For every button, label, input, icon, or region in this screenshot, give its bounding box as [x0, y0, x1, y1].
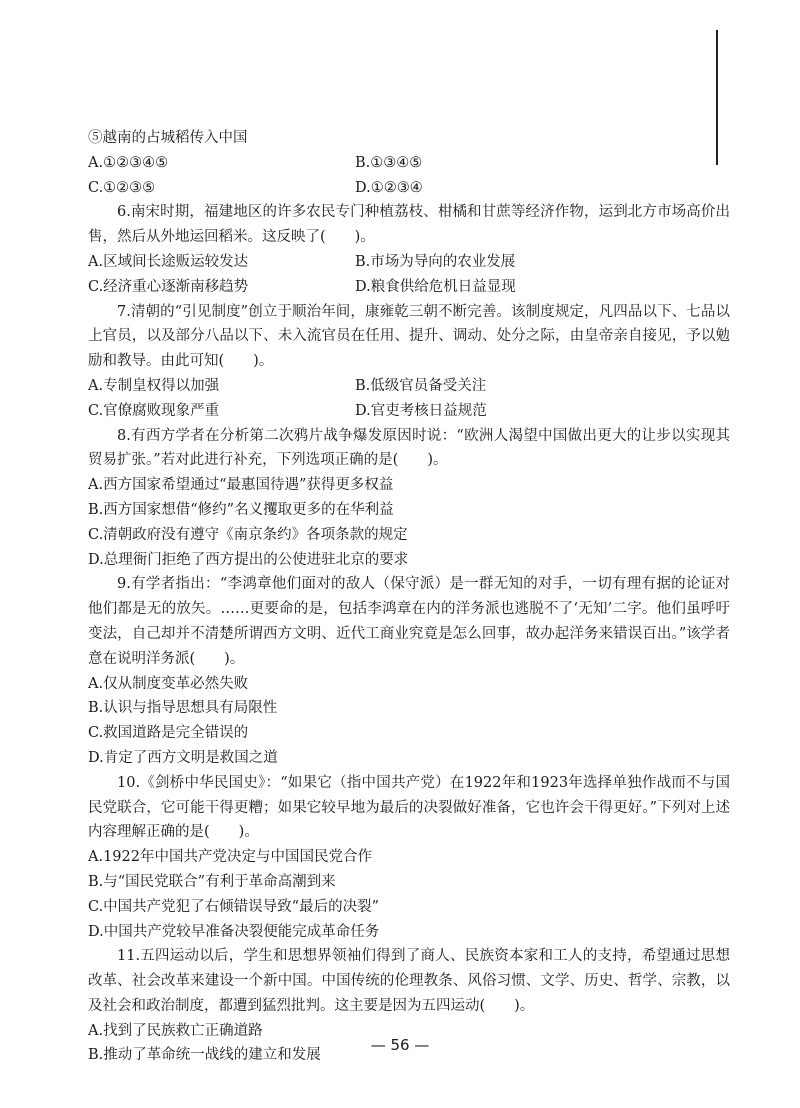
option: A.西方国家希望通过“最惠国待遇”获得更多权益	[88, 477, 394, 494]
option: B.市场为导向的农业发展	[355, 253, 516, 270]
option: C.清朝政府没有遵守《南京条约》各项条款的规定	[88, 526, 408, 543]
option: B.认识与指导思想具有局限性	[88, 700, 278, 717]
question-stem: 8.有西方学者在分析第二次鸦片战争爆发原因时说：“欧洲人渴望中国做出更大的让步以实现其贸易扩张。”若对此进行补充，下列选项正确的是( )。	[88, 427, 730, 469]
option: C.救国道路是完全错误的	[88, 725, 249, 742]
question-stem: 11.五四运动以后，学生和思想界领袖们得到了商人、民族资本家和工人的支持，希望通过思想改革、社会改革来建设一个新中国。中国传统的伦理教条、风俗习惯、文学、历史、哲学、宗教，以及社会和政治制度，都遭到猛烈批判。这主要是因为五四运动( )。	[88, 948, 730, 1014]
option: A.仅从制度变革必然失败	[88, 675, 249, 692]
option: A.①②③④⑤	[88, 154, 169, 171]
question-stem: 6.南宋时期，福建地区的许多农民专门种植荔枝、柑橘和甘蔗等经济作物，运到北方市场高价出售，然后从外地运回稻米。这反映了( )。	[88, 204, 730, 246]
option: C.中国共产党犯了右倾错误导致“最后的决裂”	[88, 898, 380, 915]
option: D.总理衙门拒绝了西方提出的公使进驻北京的要求	[88, 551, 409, 568]
option: B.与“国民党联合”有利于革命高潮到来	[88, 873, 336, 890]
page-number: — 56 —	[370, 1036, 430, 1054]
option: A.专制皇权得以加强	[88, 377, 220, 394]
option-row	[88, 275, 730, 300]
option: B.低级官员备受关注	[355, 377, 487, 394]
option-row	[88, 176, 730, 201]
list-item: ⑤越南的占城稻传入中国	[88, 130, 248, 146]
option: D.中国共产党较早准备决裂便能完成革命任务	[88, 923, 380, 940]
option: D.①②③④	[355, 179, 423, 196]
option: D.肯定了西方文明是救国之道	[88, 749, 278, 766]
option-row	[88, 151, 730, 176]
option: B.①③④⑤	[355, 154, 423, 171]
option: A.找到了民族救亡正确道路	[88, 1022, 263, 1039]
question-stem: 7.清朝的“引见制度”创立于顺治年间，康雍乾三朝不断完善。该制度规定，凡四品以下、七品以上官员，以及部分八品以下、未入流官员在任用、提升、调动、处分之际，由皇帝亲自接见，予以勉励和教导。由此可知( )。	[88, 303, 730, 370]
option: A.1922年中国共产党决定与中国国民党合作	[88, 849, 372, 866]
option: C.①②③⑤	[88, 179, 156, 196]
option: B.西方国家想借“修约”名义攫取更多的在华利益	[88, 501, 394, 518]
question-list	[88, 200, 730, 1068]
option: B.推动了革命统一战线的建立和发展	[88, 1047, 321, 1064]
option-row	[88, 399, 730, 424]
document-page	[88, 126, 730, 1068]
question-stem: 9.有学者指出：“李鸿章他们面对的敌人（保守派）是一群无知的对手，一切有理有据的论证对他们都是无的放矢。……更要命的是，包括李鸿章在内的洋务派也逃脱不了‘无知’二字。他们虽呼吁变法，自己却并不清楚所谓西方文明、近代工商业究竟是怎么回事，故办起洋务来错误百出。”该学者意在说明洋务派( )。	[88, 576, 730, 667]
option: C.官僚腐败现象严重	[88, 402, 220, 419]
option: D.官吏考核日益规范	[355, 402, 487, 419]
question-stem: 10.《剑桥中华民国史》：“如果它（指中国共产党）在1922年和1923年选择单独作战而不与国民党联合，它可能干得更糟；如果它较早地为最后的决裂做好准备，它也许会干得更好。”下列对上述内容理解正确的是( )。	[88, 774, 730, 841]
option: C.经济重心逐渐南移趋势	[88, 278, 249, 295]
option: D.粮食供给危机日益显现	[355, 278, 516, 295]
option-row	[88, 374, 730, 399]
option: A.区域间长途贩运较发达	[88, 253, 249, 270]
option-row	[88, 250, 730, 275]
